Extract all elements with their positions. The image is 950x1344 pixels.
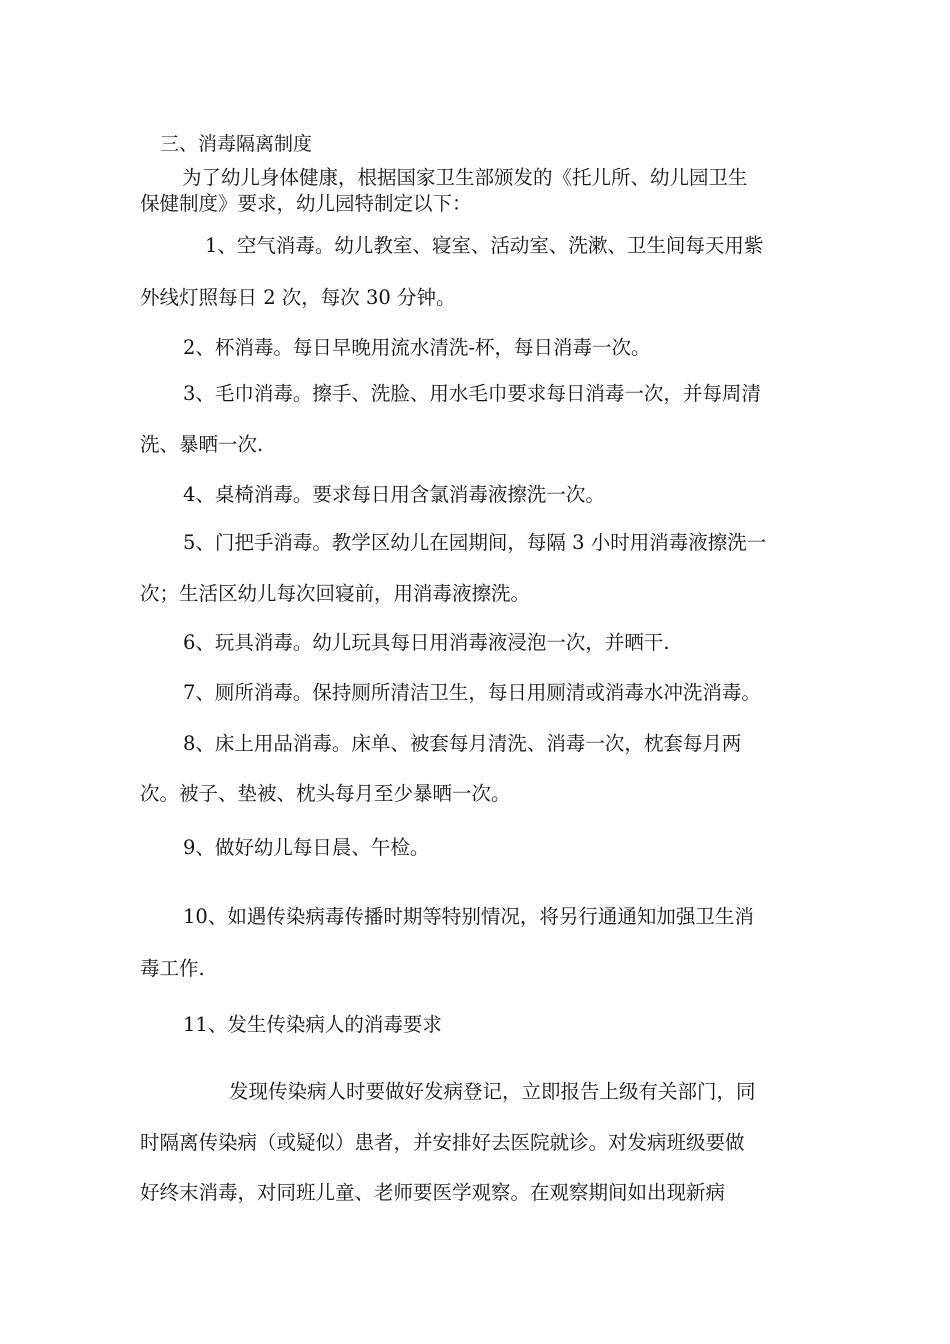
closing-line-2: 时隔离传染病（或疑似）患者，并安排好去医院就诊。对发病班级要做 <box>140 1131 745 1154</box>
item-10-line-2: 毒工作. <box>140 957 205 980</box>
item-1-line-1: 1、空气消毒。幼儿教室、寝室、活动室、洗漱、卫生间每天用紫 <box>205 234 764 257</box>
closing-line-1: 发现传染病人时要做好发病登记，立即报告上级有关部门，同 <box>229 1080 756 1103</box>
item-4-line-1: 4、桌椅消毒。要求每日用含氯消毒液擦洗一次。 <box>183 483 605 506</box>
item-3-line-1: 3、毛巾消毒。擦手、洗脸、用水毛巾要求每日消毒一次，并每周清 <box>183 382 761 405</box>
item-1-line-2: 外线灯照每日 2 次，每次 30 分钟。 <box>140 286 456 309</box>
item-8-line-2: 次。被子、垫被、枕头每月至少暴晒一次。 <box>140 782 511 805</box>
item-6-line-1: 6、玩具消毒。幼儿玩具每日用消毒液浸泡一次，并晒干. <box>183 631 670 654</box>
item-8-line-1: 8、床上用品消毒。床单、被套每月清洗、消毒一次，枕套每月两 <box>183 732 742 755</box>
item-11-line-1: 11、发生传染病人的消毒要求 <box>183 1013 442 1036</box>
item-5-line-2: 次；生活区幼儿每次回寝前，用消毒液擦洗。 <box>140 582 531 605</box>
item-5-line-1: 5、门把手消毒。教学区幼儿在园期间，每隔 3 小时用消毒液擦洗一 <box>183 531 767 554</box>
item-7-line-1: 7、厕所消毒。保持厕所清洁卫生，每日用厕清或消毒水冲洗消毒。 <box>183 681 761 704</box>
intro-line-2: 保健制度》要求，幼儿园特制定以下： <box>140 192 472 215</box>
item-10-line-1: 10、如遇传染病毒传播时期等特别情况，将另行通通知加强卫生消 <box>183 905 754 928</box>
section-heading: 三、消毒隔离制度 <box>160 133 313 155</box>
item-3-line-2: 洗、暴晒一次. <box>140 433 264 456</box>
closing-line-3: 好终末消毒，对同班儿童、老师要医学观察。在观察期间如出现新病 <box>140 1181 726 1204</box>
intro-line-1: 为了幼儿身体健康，根据国家卫生部颁发的《托儿所、幼儿园卫生 <box>182 166 748 189</box>
item-2-line-1: 2、杯消毒。每日早晚用流水清洗-杯，每日消毒一次。 <box>183 336 651 359</box>
item-9-line-1: 9、做好幼儿每日晨、午检。 <box>183 836 430 859</box>
